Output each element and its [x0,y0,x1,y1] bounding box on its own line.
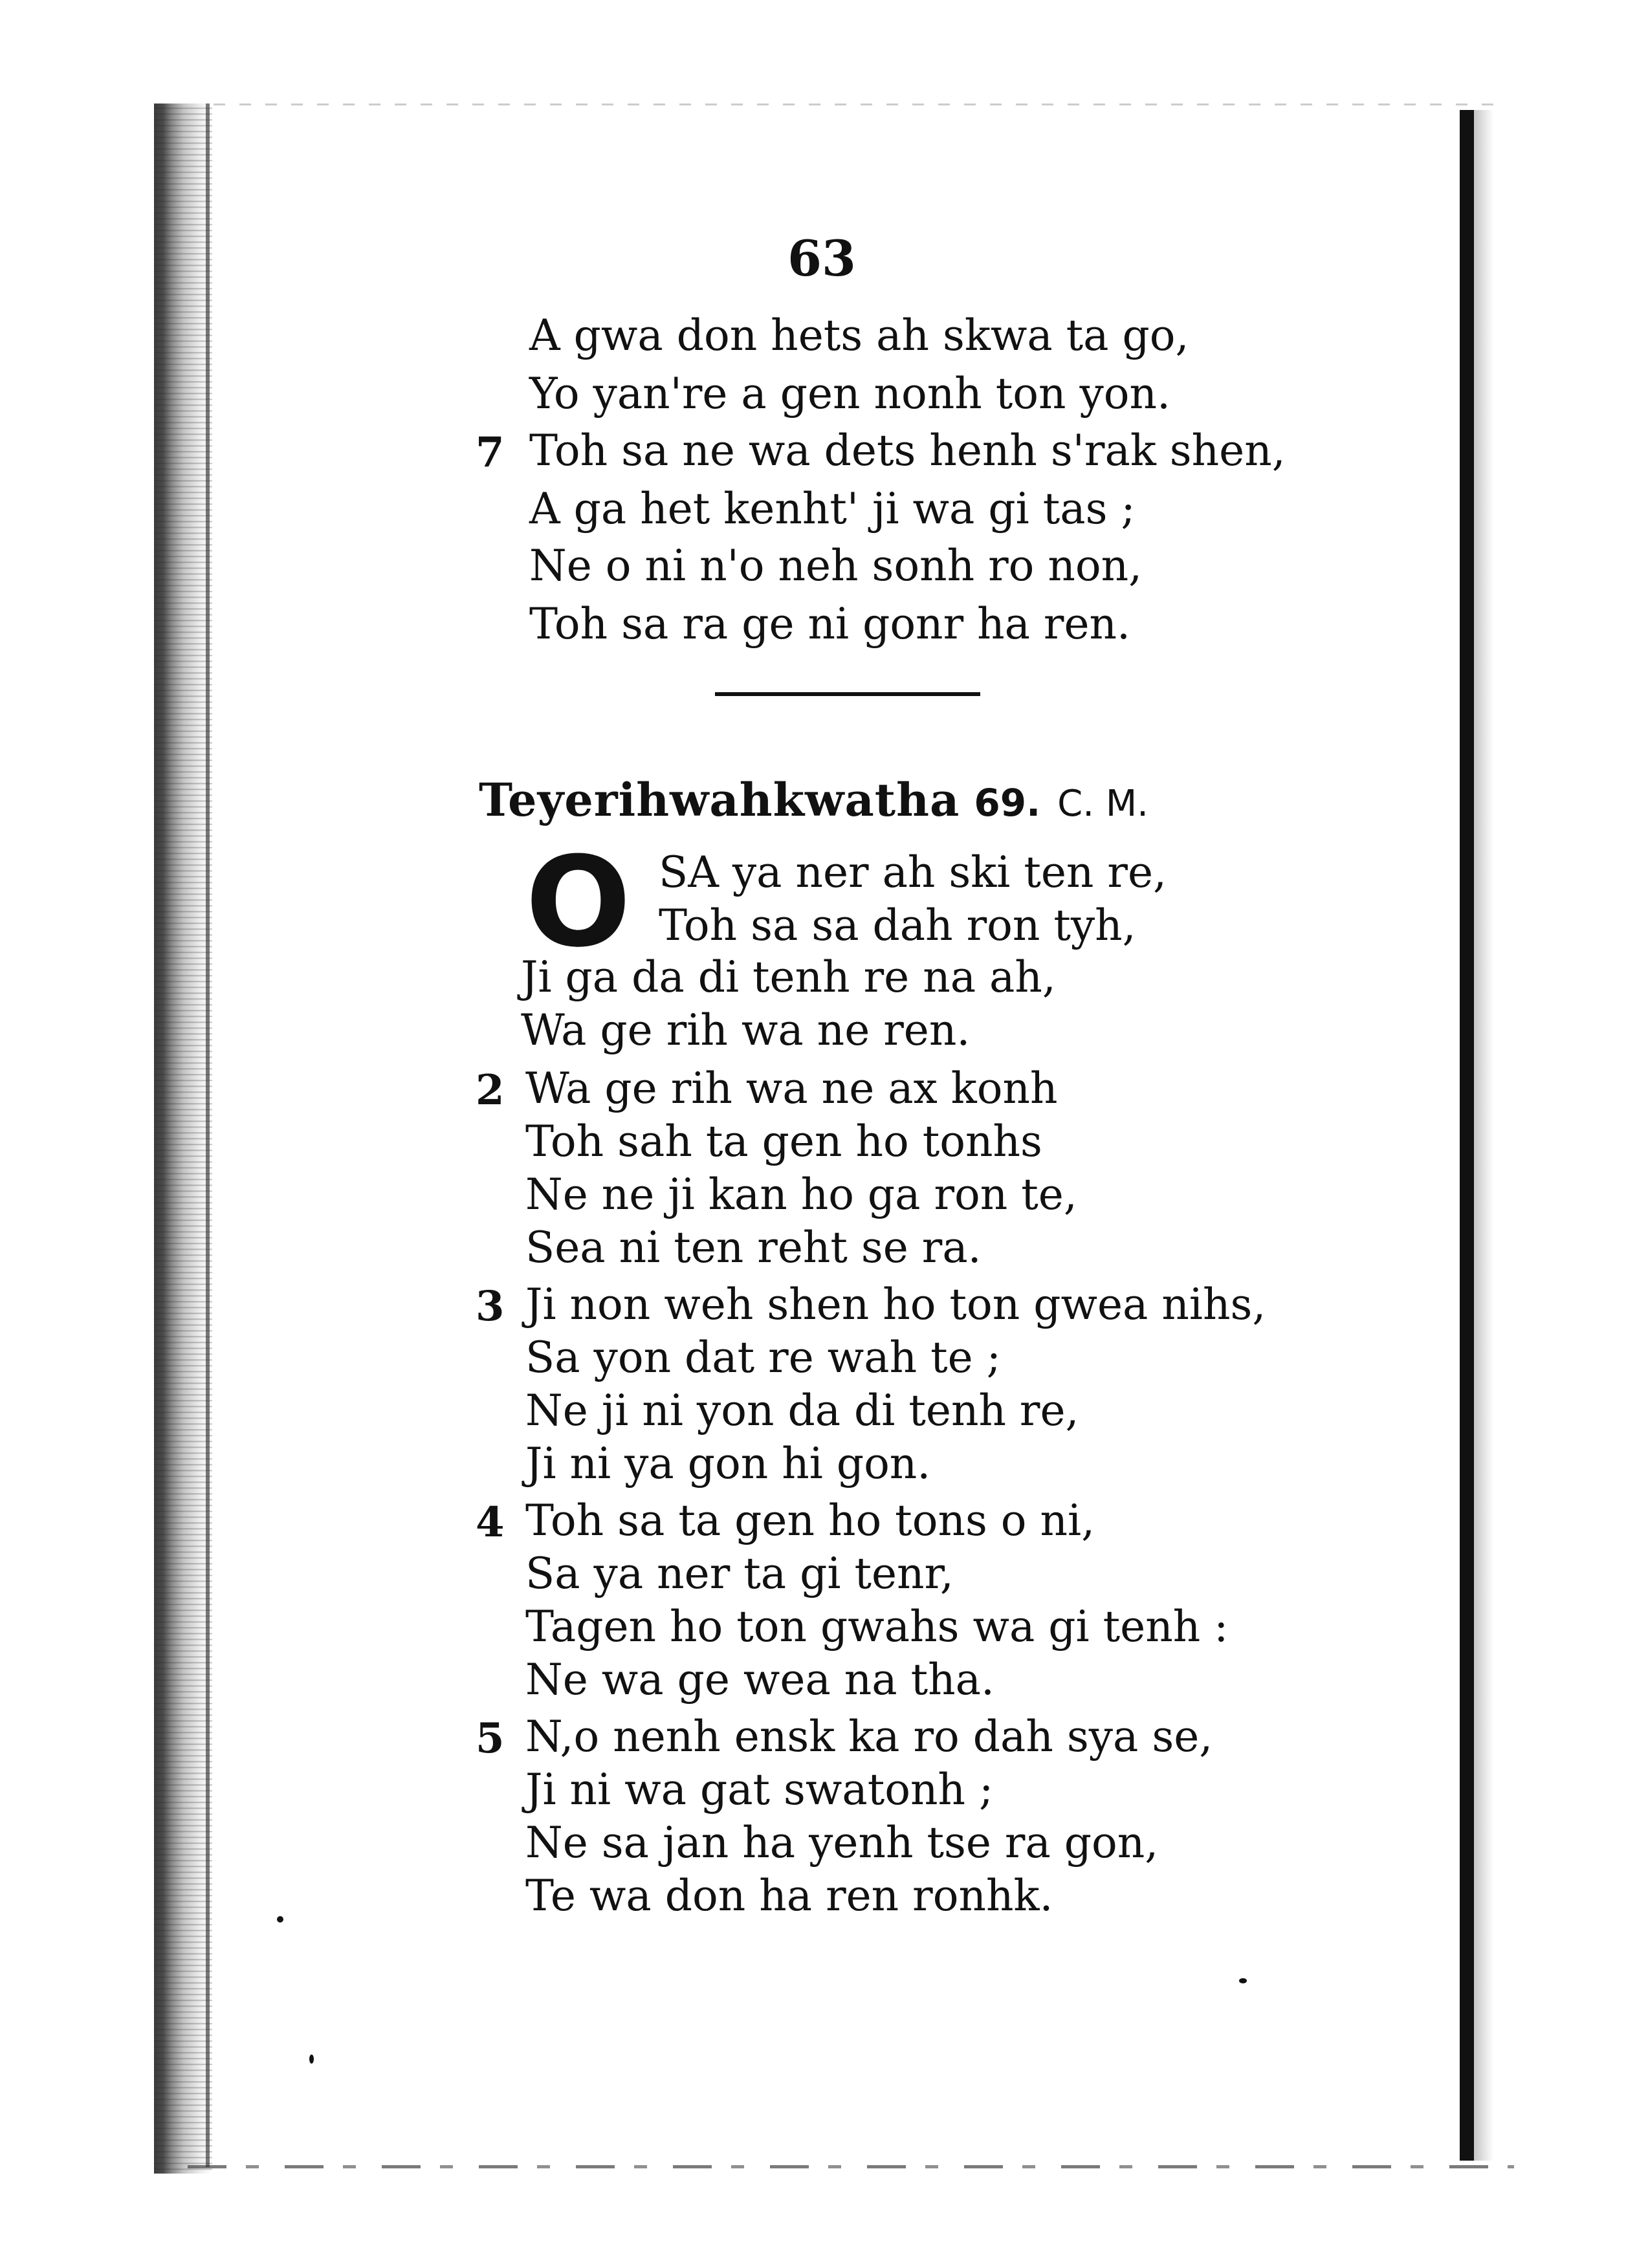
stanza-line: N,o nenh ensk ka ro dah sya se, [525,1712,1213,1761]
stanza-line: Toh sa ne wa dets henh s'rak shen, [529,426,1286,475]
top-scan-edge [214,104,1508,105]
scan-speck [309,2055,314,2064]
stanza-number: 5 [476,1714,505,1763]
scan-speck [277,1916,283,1923]
left-binding-edge [154,104,212,2174]
stanza-line: Ji ga da di tenh re na ah, [521,952,1056,1002]
page-number: 63 [787,230,856,287]
stanza-line: Sa ya ner ta gi tenr, [525,1549,954,1598]
stanza-line: Ne ji ni yon da di tenh re, [525,1386,1079,1435]
stanza-line: Wa ge rih wa ne ren. [521,1005,971,1055]
hymn-title: Teyerihwahkwatha [479,773,960,827]
hymn-heading [479,773,1148,827]
stanza-line: Ji non weh shen ho ton gwea nihs, [525,1280,1266,1329]
stanza-line: Tagen ho ton gwahs wa gi tenh : [525,1602,1229,1652]
stanza-line: Sa yon dat re wah te ; [525,1333,1001,1382]
stanza-line: Toh sa sa dah ron tyh, [659,900,1136,950]
stanza-line: Ji ni wa gat swatonh ; [525,1765,994,1815]
continuation-line: A gwa don hets ah skwa ta go, [529,311,1189,360]
right-binding-shade [1474,110,1493,2161]
stanza-line: Toh sa ta gen ho tons o ni, [525,1496,1095,1545]
stanza-line: Toh sa ra ge ni gonr ha ren. [529,599,1131,649]
stanza-number: 4 [476,1498,505,1547]
stanza-line: Ji ni ya gon hi gon. [525,1439,931,1488]
stanza-number: 3 [476,1282,505,1331]
stanza-number: 7 [476,428,505,477]
stanza-line: Ne ne ji kan ho ga ron te, [525,1170,1077,1219]
stanza-line: Wa ge rih wa ne ax konh [525,1063,1058,1113]
stanza-line: A ga het kenht' ji wa gi tas ; [529,484,1136,534]
stanza-line: Sea ni ten reht se ra. [525,1223,982,1272]
continuation-line: Yo yan're a gen nonh ton yon. [529,369,1171,419]
drop-cap: O [525,831,632,975]
stanza-line: Te wa don ha ren ronhk. [525,1871,1053,1921]
stanza-number: 2 [476,1066,505,1115]
section-divider [715,692,980,696]
hymn-number: 69. [974,781,1041,825]
hymn-meter: C. M. [1057,783,1148,825]
stanza-line: Ne o ni n'o neh sonh ro non, [529,541,1143,591]
stanza-line: SA ya ner ah ski ten re, [659,847,1167,897]
stanza-line: Ne sa jan ha yenh tse ra gon, [525,1818,1159,1868]
left-binding-line [206,104,210,2167]
bottom-scan-edge [188,2165,1514,2168]
stanza-line: Ne wa ge wea na tha. [525,1655,994,1705]
scan-speck [1239,1978,1247,1983]
stanza-line: Toh sah ta gen ho tonhs [525,1117,1042,1166]
right-binding-bar [1460,110,1474,2161]
